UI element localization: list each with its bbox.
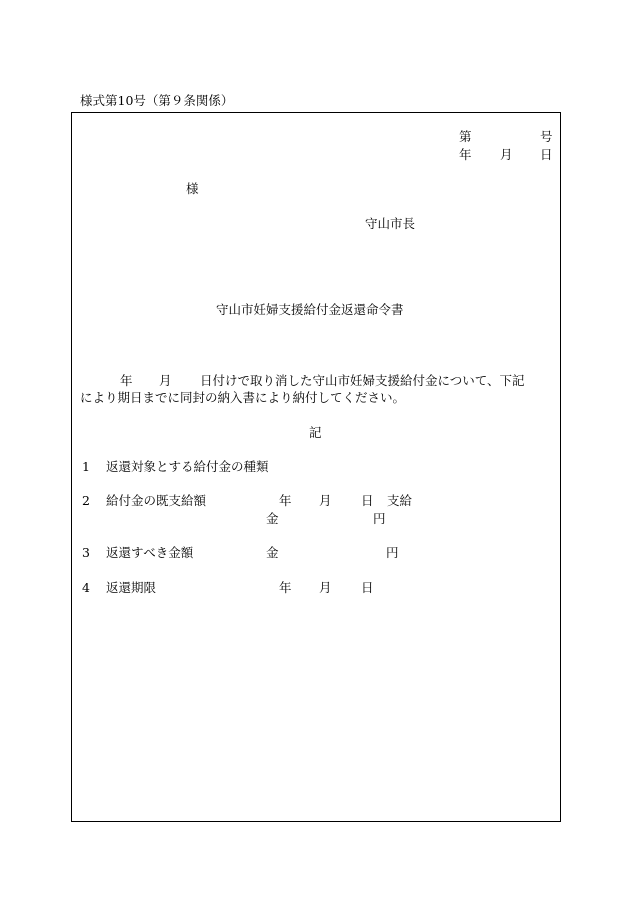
item4-day: 日 xyxy=(361,580,374,595)
item2-year: 年 xyxy=(279,493,292,508)
item3-number: 3 xyxy=(82,545,90,560)
body-month: 月 xyxy=(159,373,172,388)
item2-day: 日 xyxy=(361,493,374,508)
issuer: 守山市長 xyxy=(365,216,416,231)
document-title: 守山市妊婦支援給付金返還命令書 xyxy=(216,302,404,317)
item2-number: 2 xyxy=(82,493,90,508)
form-label: 様式第10号（第９条関係） xyxy=(80,93,234,108)
item2-kin: 金 xyxy=(266,511,279,526)
item3-yen: 円 xyxy=(386,545,399,560)
ki-heading: 記 xyxy=(309,425,322,440)
item4-number: 4 xyxy=(82,580,90,595)
item4-month: 月 xyxy=(319,580,332,595)
body-line1: 日付けで取り消した守山市妊婦支援給付金について、下記 xyxy=(200,373,525,388)
date-year: 年 xyxy=(459,147,472,162)
item2-yen: 円 xyxy=(373,511,386,526)
addressee-honorific: 様 xyxy=(186,181,199,196)
item2-month: 月 xyxy=(319,493,332,508)
item3-kin: 金 xyxy=(266,545,279,560)
body-line2: により期日までに同封の納入書により納付してください。 xyxy=(80,390,406,405)
body-year: 年 xyxy=(120,373,133,388)
item2-label: 給付金の既支給額 xyxy=(106,493,207,508)
number-prefix: 第 xyxy=(459,129,472,144)
item4-label: 返還期限 xyxy=(106,580,157,595)
number-suffix: 号 xyxy=(540,129,553,144)
item1-label: 返還対象とする給付金の種類 xyxy=(106,459,269,474)
date-day: 日 xyxy=(540,147,553,162)
item1-number: 1 xyxy=(82,459,90,474)
item4-year: 年 xyxy=(279,580,292,595)
date-month: 月 xyxy=(500,147,513,162)
item3-label: 返還すべき金額 xyxy=(106,545,194,560)
item2-paid: 支給 xyxy=(387,493,413,508)
